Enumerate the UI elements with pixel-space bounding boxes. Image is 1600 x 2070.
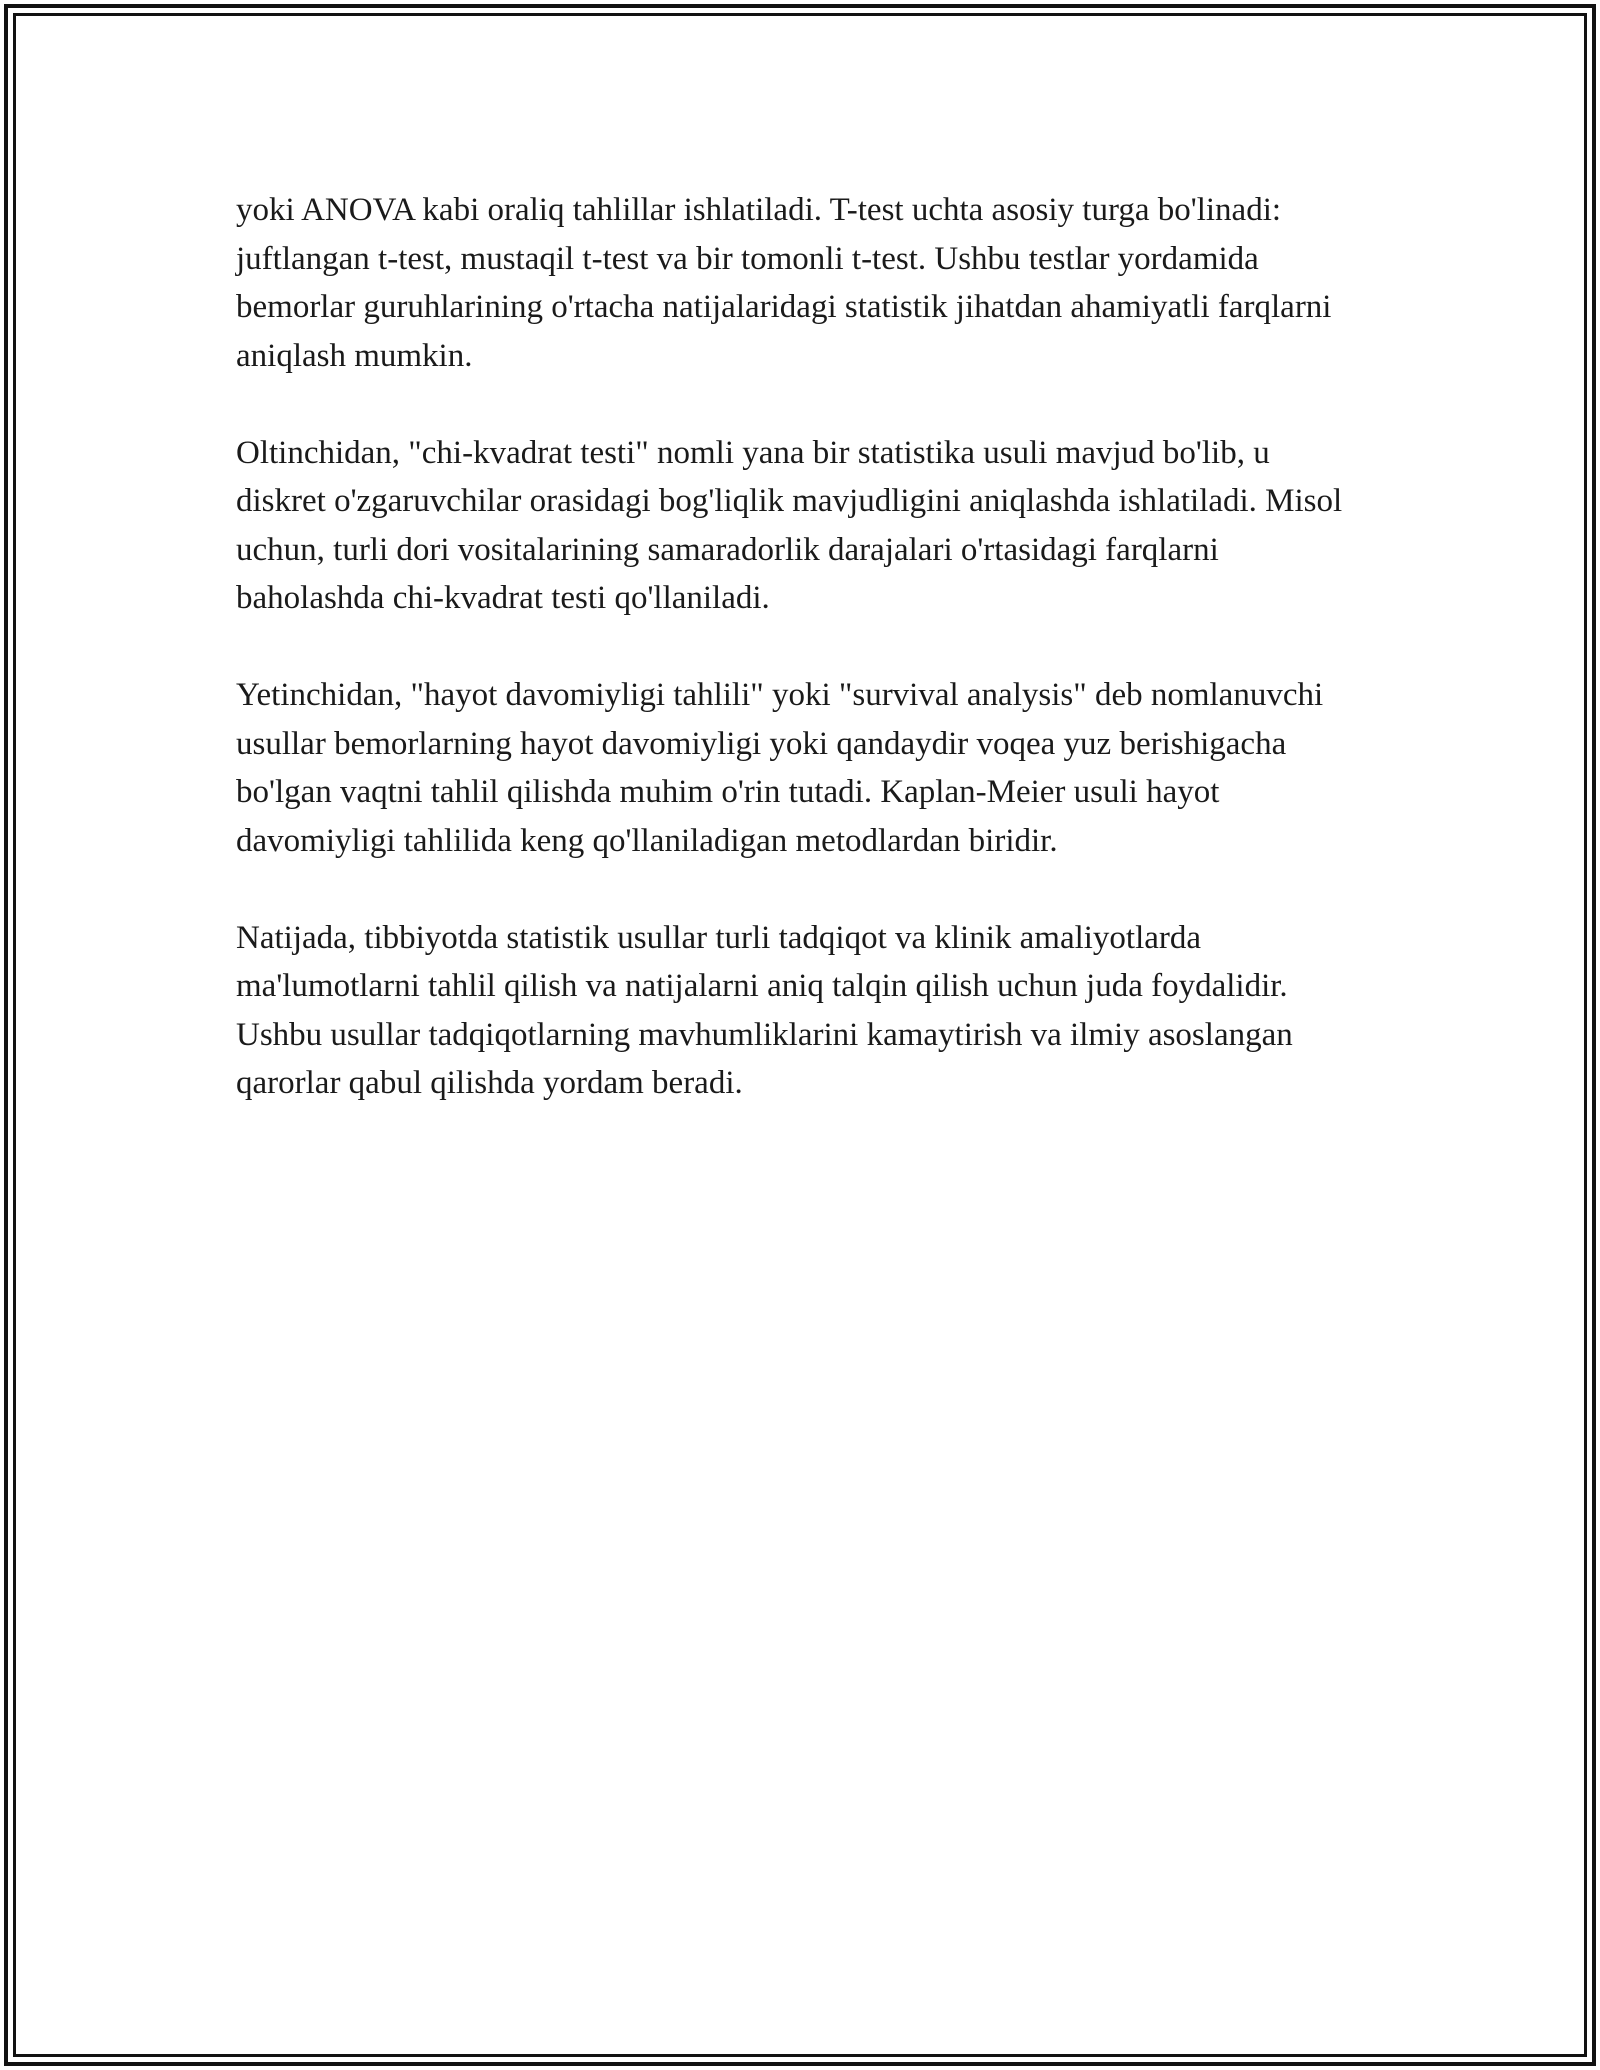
paragraph-survival-analysis: Yetinchidan, "hayot davomiyligi tahlili" yoki "survival analysis" deb nomlanuvchi usullar bemorlarning hayot davomiyligi yoki qandaydir voqea yuz berishigacha bo'lgan vaqtni tahlil qilishda muhim o'rin tutadi. Kaplan-Meier usuli hayot davomiyligi tahlilida keng qo'llaniladigan metodlardan biridir. <box>236 677 1324 859</box>
paragraph-chi-square: Oltinchidan, "chi-kvadrat testi" nomli yana bir statistika usuli mavjud bo'lib, u diskret o'zgaruvchilar orasidagi bog'liqlik mavjudligini aniqlashda ishlatiladi. Misol uchun, turli dori vositalarining samaradorlik darajalari o'rtasidagi farqlarni baholashda chi-kvadrat testi qo'llaniladi. <box>236 434 1343 616</box>
paragraph-anova-ttest: yoki ANOVA kabi oraliq tahlillar ishlatiladi. T-test uchta asosiy turga bo'linadi: juftlangan t-test, mustaqil t-test va bir tomonli t-test. Ushbu testlar yordamida bemorlar guruhlarining o'rtacha natijalaridagi statistik jihatdan ahamiyatli farqlarni aniqlash mumkin. <box>236 192 1332 374</box>
document-body <box>236 186 1366 1156</box>
paragraph-conclusion: Natijada, tibbiyotda statistik usullar turli tadqiqot va klinik amaliyotlarda ma'lumotlarni tahlil qilish va natijalarni aniq talqin qilish uchun juda foydalidir. Ushbu usullar tadqiqotlarning mavhumliklarini kamaytirish va ilmiy asoslangan qarorlar qabul qilishda yordam beradi. <box>236 919 1293 1101</box>
